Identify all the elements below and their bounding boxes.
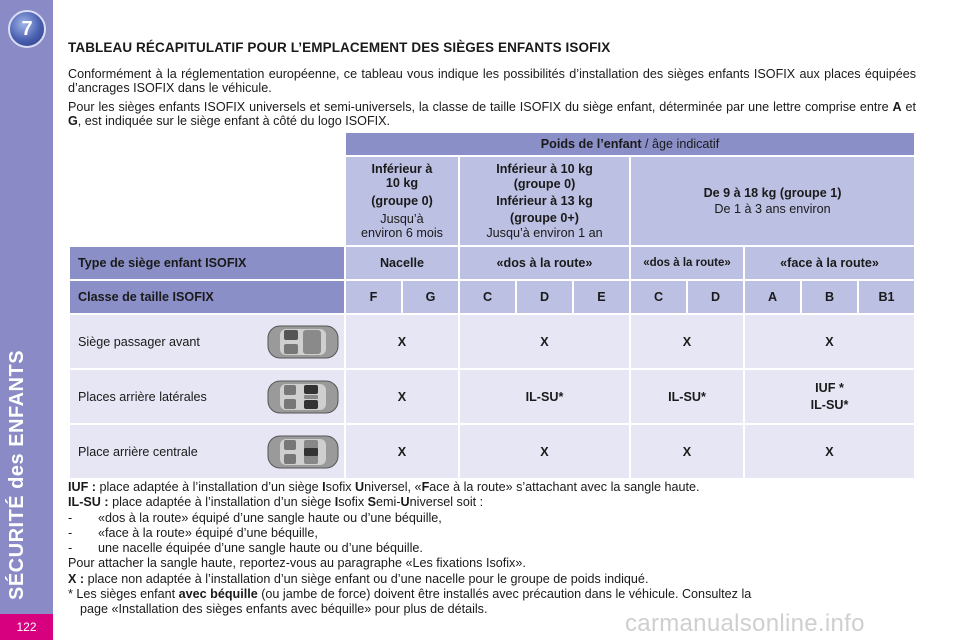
- size-class-label: Classe de taille ISOFIX: [70, 281, 344, 313]
- legend-notes: [68, 480, 916, 618]
- compat-cell: X: [745, 425, 914, 478]
- note-dash-item: - «dos à la route» équipé d’une sangle haute ou d’une béquille,: [68, 510, 442, 525]
- class-letter-a: A: [892, 100, 902, 114]
- note-support-leg: * Les sièges enfant avec béquille (ou jambe de force) doivent être installés avec précaution dans le véhicule. Consultez la: [68, 587, 752, 602]
- group-0-header: Inférieur à 10 kg (groupe 0) Jusqu’à environ 6 mois: [346, 157, 458, 245]
- note-top-strap: Pour attacher la sangle haute, reportez-vous au paragraphe «Les fixations Isofix».: [68, 556, 526, 571]
- size-class-cell: E: [574, 281, 629, 313]
- note-dash-item: - «face à la route» équipé d’une béquille,: [68, 525, 318, 540]
- class-letter-g: G: [68, 114, 78, 128]
- size-class-cell: A: [745, 281, 800, 313]
- table-row: [70, 370, 914, 423]
- size-class-cell: D: [517, 281, 572, 313]
- size-class-paragraph: Pour les sièges enfants ISOFIX universels et semi-universels, la classe de taille ISOFIX du siège enfant, déterminée par une lettre comprise entre A et G, est indiquée sur le siège enfant à côté du logo ISOFIX.: [68, 100, 916, 128]
- car-rear-side-seats-icon: [266, 378, 340, 416]
- group-1-header: De 9 à 18 kg (groupe 1) De 1 à 3 ans environ: [631, 157, 914, 245]
- car-front-passenger-seat-icon: [266, 323, 340, 361]
- seat-position-label: Places arrière latérales: [78, 389, 207, 404]
- chapter-number-badge: 7: [8, 10, 46, 48]
- main-content: [68, 40, 916, 133]
- note-x: X : place non adaptée à l’installation d’un siège enfant ou d’une nacelle pour le groupe de poids indiqué.: [68, 571, 649, 586]
- car-rear-center-seat-icon: [266, 433, 340, 471]
- compat-cell: X: [745, 315, 914, 368]
- compat-cell: X: [631, 315, 743, 368]
- seat-position-cell: [70, 370, 344, 423]
- seat-type-rear-facing-1: «dos à la route»: [631, 247, 743, 279]
- page-title: TABLEAU RÉCAPITULATIF POUR L’EMPLACEMENT DES SIÈGES ENFANTS ISOFIX: [68, 40, 611, 55]
- seat-type-forward-facing: «face à la route»: [745, 247, 914, 279]
- compat-cell: IUF * IL-SU*: [745, 370, 914, 423]
- size-class-cell: D: [688, 281, 743, 313]
- compat-cell: X: [631, 425, 743, 478]
- weight-header: Poids de l’enfant / âge indicatif: [346, 133, 914, 155]
- size-class-cell: C: [460, 281, 515, 313]
- note-support-leg-cont: page «Installation des sièges enfants avec béquille» pour plus de détails.: [80, 602, 488, 617]
- watermark: carmanualsonline.info: [625, 610, 865, 637]
- note-iuf: IUF : place adaptée à l’installation d’un siège Isofix Universel, «Face à la route» s’attachant avec la sangle haute.: [68, 480, 700, 494]
- compat-cell: IL-SU*: [460, 370, 629, 423]
- seat-position-label: Siège passager avant: [78, 334, 200, 349]
- compat-cell: X: [460, 315, 629, 368]
- size-class-cell: G: [403, 281, 458, 313]
- compat-cell: IL-SU*: [631, 370, 743, 423]
- seat-position-cell: [70, 315, 344, 368]
- group-0plus-header: Inférieur à 10 kg (groupe 0) Inférieur à 13 kg (groupe 0+) Jusqu’à environ 1 an: [460, 157, 629, 245]
- isofix-summary-table: [68, 131, 916, 480]
- page-number: 122: [0, 614, 53, 640]
- size-class-cell: F: [346, 281, 401, 313]
- seat-type-carrycot: Nacelle: [346, 247, 458, 279]
- compat-cell: X: [460, 425, 629, 478]
- table-row: [70, 315, 914, 368]
- size-class-cell: B1: [859, 281, 914, 313]
- intro-paragraph: Conformément à la réglementation européenne, ce tableau vous indique les possibilités d’installation des sièges enfants ISOFIX aux places équipées d’ancrages ISOFIX dans le véhicule.: [68, 67, 916, 95]
- chapter-sidebar: [0, 0, 53, 640]
- table-row: [70, 425, 914, 478]
- compat-cell: X: [346, 370, 458, 423]
- size-class-cell: C: [631, 281, 686, 313]
- note-dash-item: - une nacelle équipée d’une sangle haute ou d’une béquille.: [68, 541, 423, 556]
- empty-corner: [70, 133, 344, 155]
- seat-type-label: Type de siège enfant ISOFIX: [70, 247, 344, 279]
- seat-type-rear-facing-0plus: «dos à la route»: [460, 247, 629, 279]
- size-class-cell: B: [802, 281, 857, 313]
- seat-position-label: Place arrière centrale: [78, 444, 198, 459]
- empty-corner: [70, 157, 344, 245]
- compat-cell: X: [346, 425, 458, 478]
- compat-cell: X: [346, 315, 458, 368]
- chapter-title: SÉCURITÉ des ENFANTS: [6, 349, 28, 600]
- note-ilsu: IL-SU : place adaptée à l’installation d’un siège Isofix Semi-Universel soit :: [68, 495, 484, 510]
- seat-position-cell: [70, 425, 344, 478]
